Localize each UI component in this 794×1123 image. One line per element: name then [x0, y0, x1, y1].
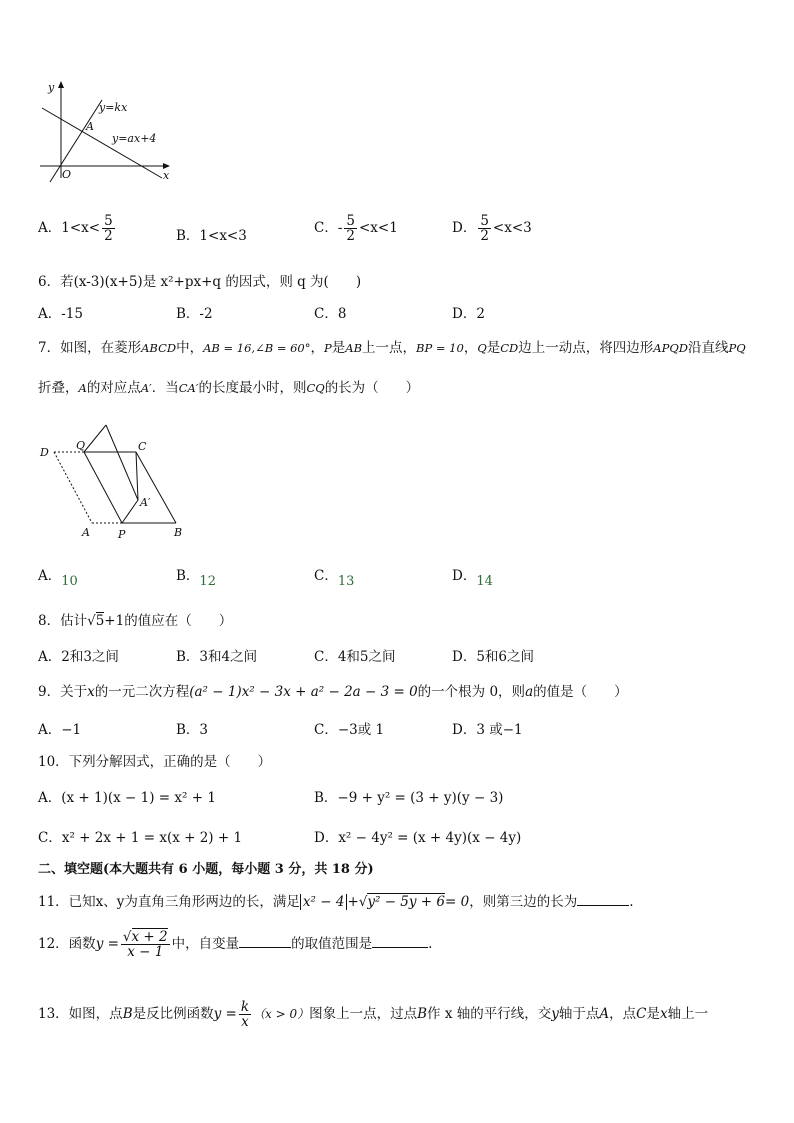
q7-option-d[interactable]: D．14 [452, 568, 493, 589]
q7-option-a[interactable]: A．10 [38, 568, 78, 589]
fig5-a-label: A [86, 120, 94, 133]
q8-option-a[interactable]: A．2和3之间 [38, 649, 119, 665]
q8-option-c[interactable]: C．4和5之间 [314, 649, 396, 665]
fraction: $\frac{√x + 2}{x - 1}$ [122, 929, 168, 961]
segment-qd1 [84, 425, 106, 452]
q6-option-b[interactable]: B．-2 [176, 306, 213, 322]
segment-pq [84, 452, 122, 523]
fig5-line1-label: y=kx [99, 101, 128, 114]
fraction: $\frac{5}{2}$ [480, 213, 489, 245]
fig7-q-label: Q [76, 439, 86, 452]
fig5-line2-label: y=ax+4 [112, 132, 157, 145]
segment-da [54, 452, 92, 523]
section-heading: 二、填空题(本大题共有 6 小题，每小题 3 分，共 18 分) [38, 862, 374, 877]
q9-option-c[interactable]: C．−3或 1 [314, 722, 385, 738]
line-y-kx [50, 100, 102, 182]
answer-blank[interactable] [372, 935, 428, 948]
q12-stem: 12．函数y = $\frac{√x + 2}{x - 1}$ 中，自变量 的取值范围是 . [38, 929, 433, 961]
q6-option-a[interactable]: A．-15 [38, 306, 83, 322]
sqrt-icon: √ [122, 929, 132, 945]
q8-option-b[interactable]: B．3和4之间 [176, 649, 258, 665]
fig7-a-label: A [82, 526, 90, 539]
fig5-x-label: x [163, 169, 170, 182]
answer-blank[interactable] [239, 935, 291, 948]
q7-option-b[interactable]: B．12 [176, 568, 216, 589]
q10-option-d[interactable]: D．x² − 4y² = (x + 4y)(x − 4y) [314, 830, 522, 846]
q10-option-b[interactable]: B．−9 + y² = (3 + y)(y − 3) [314, 790, 504, 806]
q9-option-a[interactable]: A．−1 [38, 722, 82, 738]
fig7-p-label: P [118, 528, 126, 541]
fig5-o-label: O [62, 168, 72, 181]
q9-option-b[interactable]: B．3 [176, 722, 209, 738]
q13-stem: 13．如图，点B是反比例函数y = $\frac{k}{x}$ （x > 0）图象上一点，过点B作 x 轴的平行线，交y轴于点A，点C是x轴上一 [38, 999, 709, 1031]
q6-option-d[interactable]: D．2 [452, 306, 485, 322]
fraction: $\frac{5}{2}$ [104, 213, 113, 245]
segment-d1a1 [106, 425, 138, 500]
q9-option-d[interactable]: D．3 或−1 [452, 722, 523, 738]
segment-ca1 [136, 452, 138, 500]
q7-stem-line1: 7．如图，在菱形ABCD中，AB = 16,∠B = 60°，P是AB上一点，BP = 10，Q是CD边上一动点，将四边形APQD沿直线PQ [38, 340, 746, 356]
q5-option-d[interactable]: D． $\frac{5}{2}$ <x<3 [452, 213, 532, 245]
q7-stem-line2: 折叠，A的对应点A′．当CA′的长度最小时，则CQ的长为（ ） [38, 380, 420, 396]
q7-option-c[interactable]: C．13 [314, 568, 355, 589]
q5-option-c[interactable]: C．- $\frac{5}{2}$ <x<1 [314, 213, 398, 245]
fig7-c-label: C [138, 440, 147, 453]
q11-stem: 11．已知x、y为直角三角形两边的长，满足 x² − 4 +√y² − 5y + 6= 0，则第三边的长为 . [38, 894, 634, 910]
q6-stem: 6．若(x-3)(x+5)是 x²+px+q 的因式，则 q 为( ) [38, 274, 362, 290]
q5-option-a[interactable]: A．1<x< $\frac{5}{2}$ [38, 213, 113, 245]
segment-cb [136, 452, 176, 523]
q6-option-c[interactable]: C．8 [314, 306, 347, 322]
fraction: $\frac{5}{2}$ [346, 213, 355, 245]
segment-a1p [122, 500, 138, 523]
q9-stem: 9．关于x的一元二次方程(a² − 1)x² − 3x + a² − 2a − 3 = 0的一个根为 0，则a的值是（ ） [38, 684, 628, 700]
fig7-d-label: D [40, 446, 49, 459]
fig7-a1-label: A′ [140, 496, 151, 509]
q5-figure [36, 78, 176, 188]
q10-option-c[interactable]: C．x² + 2x + 1 = x(x + 2) + 1 [38, 830, 243, 846]
sqrt-icon: √ [358, 894, 368, 910]
sqrt-icon: √ [87, 613, 96, 629]
q10-option-a[interactable]: A．(x + 1)(x − 1) = x² + 1 [38, 790, 216, 806]
y-axis-arrow-icon [58, 81, 64, 88]
fig5-y-label: y [48, 81, 55, 94]
q5-option-b[interactable]: B．1<x<3 [176, 228, 247, 244]
q8-option-d[interactable]: D．5和6之间 [452, 649, 535, 665]
q7-figure [36, 420, 196, 545]
q8-stem: 8．估计√5+1的值应在（ ） [38, 613, 233, 629]
answer-blank[interactable] [577, 893, 629, 906]
fraction: $\frac{k}{x}$ [240, 999, 250, 1031]
fig7-b-label: B [174, 526, 183, 539]
q10-stem: 10．下列分解因式，正确的是（ ） [38, 754, 272, 770]
